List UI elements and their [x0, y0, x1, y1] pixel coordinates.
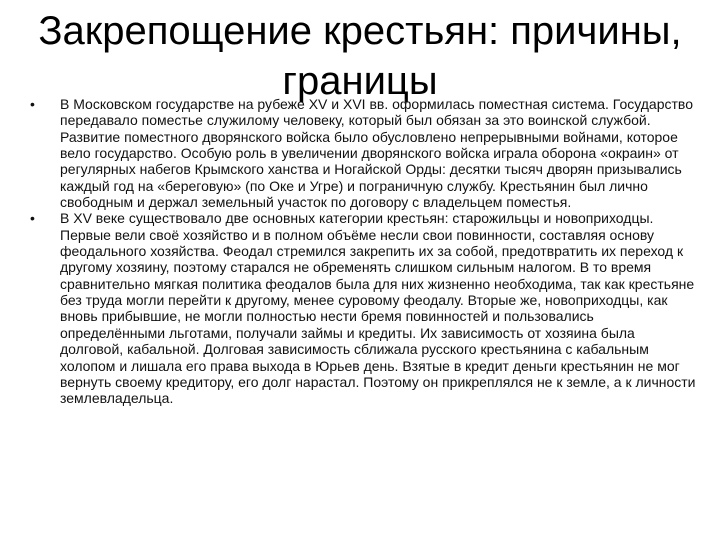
bullet-list	[30, 96, 700, 407]
bullet-icon: •	[30, 96, 35, 112]
bullet-text: В XV веке существовало две основных категории крестьян: старожильцы и новоприходцы. Первые вели своё хозяйство и в полном объёме несли свои повинности, составляя основу феодального хозяйства. Феодал стремился закрепить их за собой, предотвратить их переход к другому хозяину, поэтому старался не обременять слишком сильным налогом. В то время сравнительно мягкая политика феодалов была для них жизненно необходима, так как крестьяне без труда могли перейти к другому, менее суровому феодалу. Вторые же, новоприходцы, как вновь прибывшие, не могли полностью нести бремя повинностей и пользовались определёнными льготами, получали займы и кредиты. Их зависимость от хозяина была долговой, кабальной. Долговая зависимость сближала русского крестьянина с кабальным холопом и лишала его права выхода в Юрьев день. Взятые в кредит деньги крестьянин не мог вернуть своему кредитору, его долг нарастал. Поэтому он прикреплялся не к земле, а к личности землевладельца.	[60, 210, 696, 407]
bullet-text: В Московском государстве на рубеже XV и XVI вв. оформилась поместная система. Государство передавало поместье служилому человеку, который был обязан за это воинской службой. Развитие поместного дворянского войска было обусловлено непрерывными войнами, которое вело государство. Особую роль в увеличении дворянского войска играла оборона «окраин» от регулярных набегов Крымского ханства и Ногайской Орды: десятки тысяч дворян призывались каждый год на «береговую» (по Оке и Угре) и пограничную службу. Крестьянин был лично свободным и держал земельный участок по договору с владельцем поместья.	[60, 96, 693, 211]
bullet-icon: •	[30, 210, 35, 227]
bullet-item-origin-of-estate-system	[30, 96, 700, 210]
bullet-item-peasant-categories	[30, 210, 700, 406]
slide-title: Закрепощение крестьян: причины, границы	[38, 9, 682, 103]
